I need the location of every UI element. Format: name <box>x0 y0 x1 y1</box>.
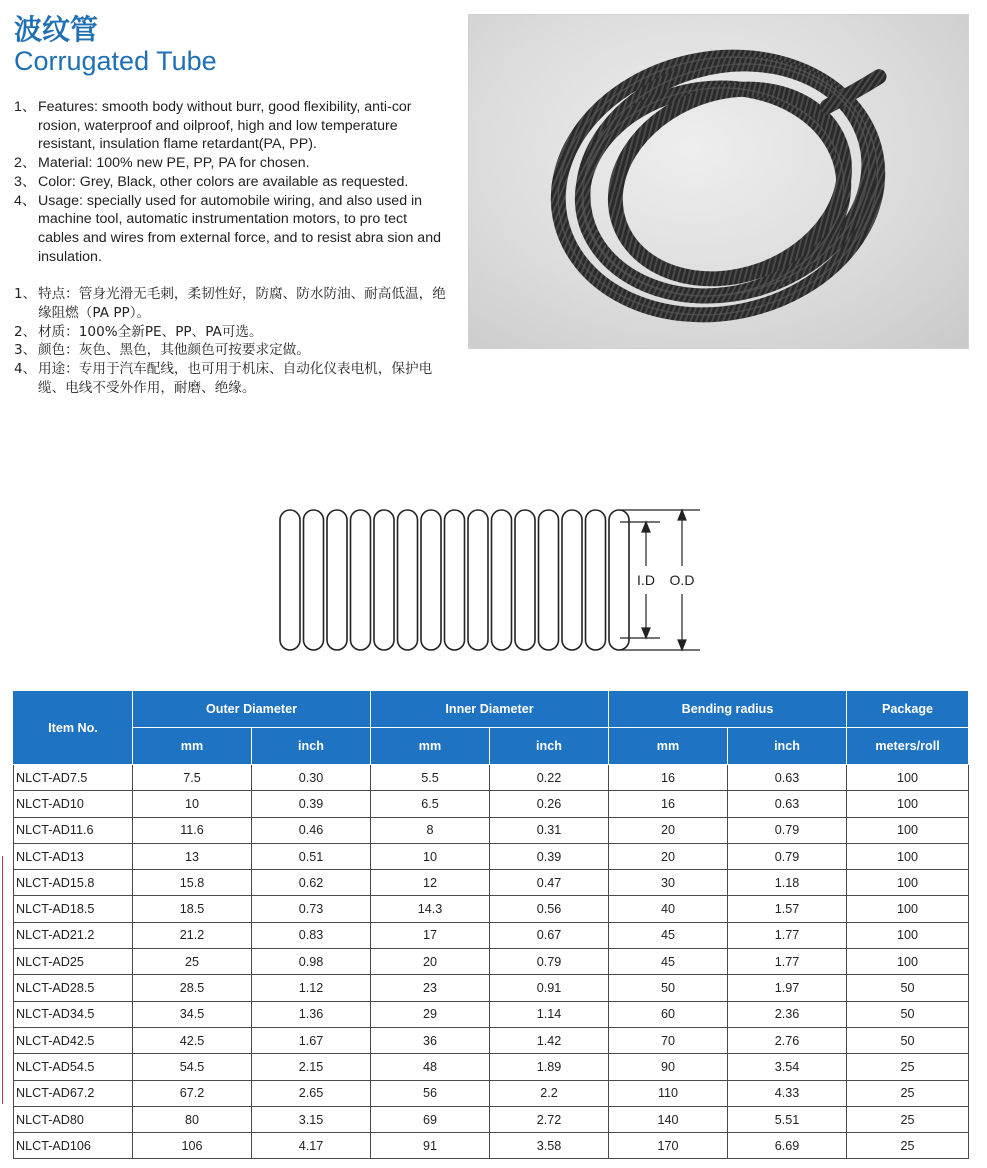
table-row <box>14 843 969 869</box>
br-inch-cell: 1.18 <box>728 870 847 896</box>
feature-item-cn <box>14 323 454 342</box>
feature-item <box>14 98 444 154</box>
id-inch-cell: 0.56 <box>490 896 609 922</box>
feature-text: Features: smooth body without burr, good flexibility, anti-cor rosion, waterproof and oilproof, high and low temperature resistant, insulation flame retardant(PA, PP). <box>38 99 412 153</box>
feature-item-cn <box>14 341 454 360</box>
item-no-cell: NLCT-AD10 <box>14 791 133 817</box>
id-mm-cell: 14.3 <box>371 896 490 922</box>
id-label: I.D <box>637 572 655 588</box>
id-mm-cell: 17 <box>371 922 490 948</box>
id-mm-cell: 12 <box>371 870 490 896</box>
subheader-id-mm: mm <box>371 728 490 765</box>
item-no-cell: NLCT-AD15.8 <box>14 870 133 896</box>
feature-number: 3、 <box>14 342 37 359</box>
br-mm-cell: 20 <box>609 817 728 843</box>
table-row <box>14 817 969 843</box>
table-row <box>14 896 969 922</box>
od-mm-cell: 28.5 <box>133 975 252 1001</box>
table-row <box>14 1027 969 1053</box>
id-inch-cell: 2.2 <box>490 1080 609 1106</box>
od-mm-cell: 18.5 <box>133 896 252 922</box>
br-mm-cell: 16 <box>609 791 728 817</box>
features-english <box>14 98 444 266</box>
subheader-od-inch: inch <box>252 728 371 765</box>
subheader-br-mm: mm <box>609 728 728 765</box>
table-row <box>14 1106 969 1132</box>
br-mm-cell: 110 <box>609 1080 728 1106</box>
header-outer-diameter: Outer Diameter <box>133 691 371 728</box>
coiled-tube-illustration <box>469 15 968 348</box>
od-mm-cell: 11.6 <box>133 817 252 843</box>
package-cell: 25 <box>847 1106 969 1132</box>
feature-number: 2、 <box>14 323 37 340</box>
feature-text: Usage: specially used for automobile wiring, and also used in machine tool, automatic instrumentation motors, to pro tect cables and wires from external force, and to resist abra sion and insulation. <box>38 192 441 265</box>
header-bending-radius: Bending radius <box>609 691 847 728</box>
package-cell: 100 <box>847 922 969 948</box>
id-inch-cell: 1.14 <box>490 1001 609 1027</box>
br-mm-cell: 20 <box>609 843 728 869</box>
table-row <box>14 1054 969 1080</box>
br-inch-cell: 3.54 <box>728 1054 847 1080</box>
id-inch-cell: 2.72 <box>490 1106 609 1132</box>
feature-item <box>14 154 444 173</box>
table-row <box>14 922 969 948</box>
od-mm-cell: 54.5 <box>133 1054 252 1080</box>
package-cell: 25 <box>847 1133 969 1159</box>
specification-table <box>13 690 969 1159</box>
id-mm-cell: 23 <box>371 975 490 1001</box>
id-mm-cell: 6.5 <box>371 791 490 817</box>
feature-item <box>14 192 444 267</box>
id-inch-cell: 0.47 <box>490 870 609 896</box>
br-mm-cell: 40 <box>609 896 728 922</box>
table-row <box>14 1133 969 1159</box>
item-no-cell: NLCT-AD54.5 <box>14 1054 133 1080</box>
table-row <box>14 765 969 791</box>
br-mm-cell: 30 <box>609 870 728 896</box>
item-no-cell: NLCT-AD28.5 <box>14 975 133 1001</box>
br-inch-cell: 1.57 <box>728 896 847 922</box>
br-inch-cell: 2.76 <box>728 1027 847 1053</box>
od-inch-cell: 0.39 <box>252 791 371 817</box>
br-inch-cell: 2.36 <box>728 1001 847 1027</box>
tube-dimension-diagram <box>276 504 716 656</box>
br-inch-cell: 6.69 <box>728 1133 847 1159</box>
package-cell: 50 <box>847 1027 969 1053</box>
package-cell: 100 <box>847 870 969 896</box>
id-mm-cell: 36 <box>371 1027 490 1053</box>
feature-number: 3、 <box>14 173 37 190</box>
package-cell: 50 <box>847 975 969 1001</box>
feature-item-cn <box>14 360 454 398</box>
item-no-cell: NLCT-AD42.5 <box>14 1027 133 1053</box>
br-inch-cell: 5.51 <box>728 1106 847 1132</box>
feature-number: 2、 <box>14 155 37 172</box>
id-inch-cell: 0.26 <box>490 791 609 817</box>
id-inch-cell: 0.39 <box>490 843 609 869</box>
feature-text: Color: Grey, Black, other colors are available as requested. <box>38 173 409 190</box>
br-inch-cell: 1.77 <box>728 922 847 948</box>
br-inch-cell: 0.63 <box>728 791 847 817</box>
id-inch-cell: 0.31 <box>490 817 609 843</box>
package-cell: 100 <box>847 949 969 975</box>
br-mm-cell: 45 <box>609 949 728 975</box>
page-title-english: Corrugated Tube <box>14 46 217 76</box>
id-inch-cell: 1.89 <box>490 1054 609 1080</box>
feature-number: 1、 <box>14 286 37 302</box>
item-no-cell: NLCT-AD21.2 <box>14 922 133 948</box>
id-inch-cell: 0.79 <box>490 949 609 975</box>
br-inch-cell: 4.33 <box>728 1080 847 1106</box>
od-mm-cell: 67.2 <box>133 1080 252 1106</box>
od-label: O.D <box>669 572 695 588</box>
br-mm-cell: 170 <box>609 1133 728 1159</box>
id-mm-cell: 5.5 <box>371 765 490 791</box>
od-inch-cell: 0.62 <box>252 870 371 896</box>
item-no-cell: NLCT-AD18.5 <box>14 896 133 922</box>
od-mm-cell: 15.8 <box>133 870 252 896</box>
id-mm-cell: 8 <box>371 817 490 843</box>
item-no-cell: NLCT-AD67.2 <box>14 1080 133 1106</box>
od-mm-cell: 10 <box>133 791 252 817</box>
od-mm-cell: 34.5 <box>133 1001 252 1027</box>
table-row <box>14 870 969 896</box>
subheader-od-mm: mm <box>133 728 252 765</box>
od-inch-cell: 0.51 <box>252 843 371 869</box>
features-chinese <box>14 285 454 398</box>
od-inch-cell: 0.83 <box>252 922 371 948</box>
table-row <box>14 1001 969 1027</box>
item-no-cell: NLCT-AD11.6 <box>14 817 133 843</box>
subheader-package-unit: meters/roll <box>847 728 969 765</box>
package-cell: 100 <box>847 765 969 791</box>
package-cell: 100 <box>847 843 969 869</box>
table-body <box>14 765 969 1159</box>
br-inch-cell: 0.63 <box>728 765 847 791</box>
item-no-cell: NLCT-AD25 <box>14 949 133 975</box>
od-inch-cell: 0.73 <box>252 896 371 922</box>
feature-number: 4、 <box>14 192 37 209</box>
br-mm-cell: 90 <box>609 1054 728 1080</box>
feature-text: 特点：管身光滑无毛刺，柔韧性好，防腐、防水防油、耐高低温，绝缘阻燃（PA PP）。 <box>38 286 446 321</box>
id-mm-cell: 29 <box>371 1001 490 1027</box>
od-mm-cell: 80 <box>133 1106 252 1132</box>
item-no-cell: NLCT-AD34.5 <box>14 1001 133 1027</box>
od-inch-cell: 1.36 <box>252 1001 371 1027</box>
id-mm-cell: 20 <box>371 949 490 975</box>
id-mm-cell: 91 <box>371 1133 490 1159</box>
feature-text: 材质：100%全新PE、PP、PA可选。 <box>38 323 263 340</box>
br-inch-cell: 1.97 <box>728 975 847 1001</box>
feature-number: 4、 <box>14 361 37 378</box>
feature-text: 颜色：灰色、黑色，其他颜色可按要求定做。 <box>38 342 310 359</box>
br-mm-cell: 70 <box>609 1027 728 1053</box>
od-inch-cell: 4.17 <box>252 1133 371 1159</box>
br-mm-cell: 16 <box>609 765 728 791</box>
feature-text: 用途：专用于汽车配线，也可用于机床、自动化仪表电机，保护电缆、电线不受外作用，耐磨、绝缘。 <box>38 361 433 396</box>
feature-number: 1、 <box>14 99 37 115</box>
package-cell: 100 <box>847 817 969 843</box>
br-inch-cell: 0.79 <box>728 843 847 869</box>
id-inch-cell: 0.22 <box>490 765 609 791</box>
od-inch-cell: 0.98 <box>252 949 371 975</box>
id-mm-cell: 48 <box>371 1054 490 1080</box>
br-inch-cell: 1.77 <box>728 949 847 975</box>
od-mm-cell: 21.2 <box>133 922 252 948</box>
br-inch-cell: 0.79 <box>728 817 847 843</box>
od-inch-cell: 2.65 <box>252 1080 371 1106</box>
package-cell: 50 <box>847 1001 969 1027</box>
od-mm-cell: 42.5 <box>133 1027 252 1053</box>
page-title-chinese: 波纹管 <box>14 13 99 46</box>
od-inch-cell: 0.30 <box>252 765 371 791</box>
package-cell: 25 <box>847 1080 969 1106</box>
od-inch-cell: 3.15 <box>252 1106 371 1132</box>
od-mm-cell: 13 <box>133 843 252 869</box>
corrugation-ribs <box>280 510 629 650</box>
od-mm-cell: 106 <box>133 1133 252 1159</box>
feature-item <box>14 173 444 192</box>
header-item-no: Item No. <box>14 691 133 765</box>
item-no-cell: NLCT-AD13 <box>14 843 133 869</box>
br-mm-cell: 140 <box>609 1106 728 1132</box>
item-no-cell: NLCT-AD7.5 <box>14 765 133 791</box>
header-package: Package <box>847 691 969 728</box>
id-inch-cell: 0.67 <box>490 922 609 948</box>
item-no-cell: NLCT-AD106 <box>14 1133 133 1159</box>
od-inch-cell: 1.12 <box>252 975 371 1001</box>
item-no-cell: NLCT-AD80 <box>14 1106 133 1132</box>
package-cell: 100 <box>847 896 969 922</box>
feature-item-cn <box>14 285 454 323</box>
br-mm-cell: 45 <box>609 922 728 948</box>
br-mm-cell: 60 <box>609 1001 728 1027</box>
od-mm-cell: 25 <box>133 949 252 975</box>
br-mm-cell: 50 <box>609 975 728 1001</box>
header-inner-diameter: Inner Diameter <box>371 691 609 728</box>
package-cell: 100 <box>847 791 969 817</box>
package-cell: 25 <box>847 1054 969 1080</box>
id-inch-cell: 1.42 <box>490 1027 609 1053</box>
subheader-id-inch: inch <box>490 728 609 765</box>
table-row <box>14 791 969 817</box>
table-row <box>14 1080 969 1106</box>
table-row <box>14 949 969 975</box>
product-photo <box>468 14 969 349</box>
id-mm-cell: 10 <box>371 843 490 869</box>
id-inch-cell: 3.58 <box>490 1133 609 1159</box>
id-mm-cell: 69 <box>371 1106 490 1132</box>
od-inch-cell: 1.67 <box>252 1027 371 1053</box>
margin-marker <box>2 856 3 1104</box>
od-mm-cell: 7.5 <box>133 765 252 791</box>
table-row <box>14 975 969 1001</box>
id-inch-cell: 0.91 <box>490 975 609 1001</box>
feature-text: Material: 100% new PE, PP, PA for chosen. <box>38 155 310 172</box>
od-inch-cell: 0.46 <box>252 817 371 843</box>
subheader-br-inch: inch <box>728 728 847 765</box>
od-inch-cell: 2.15 <box>252 1054 371 1080</box>
id-mm-cell: 56 <box>371 1080 490 1106</box>
